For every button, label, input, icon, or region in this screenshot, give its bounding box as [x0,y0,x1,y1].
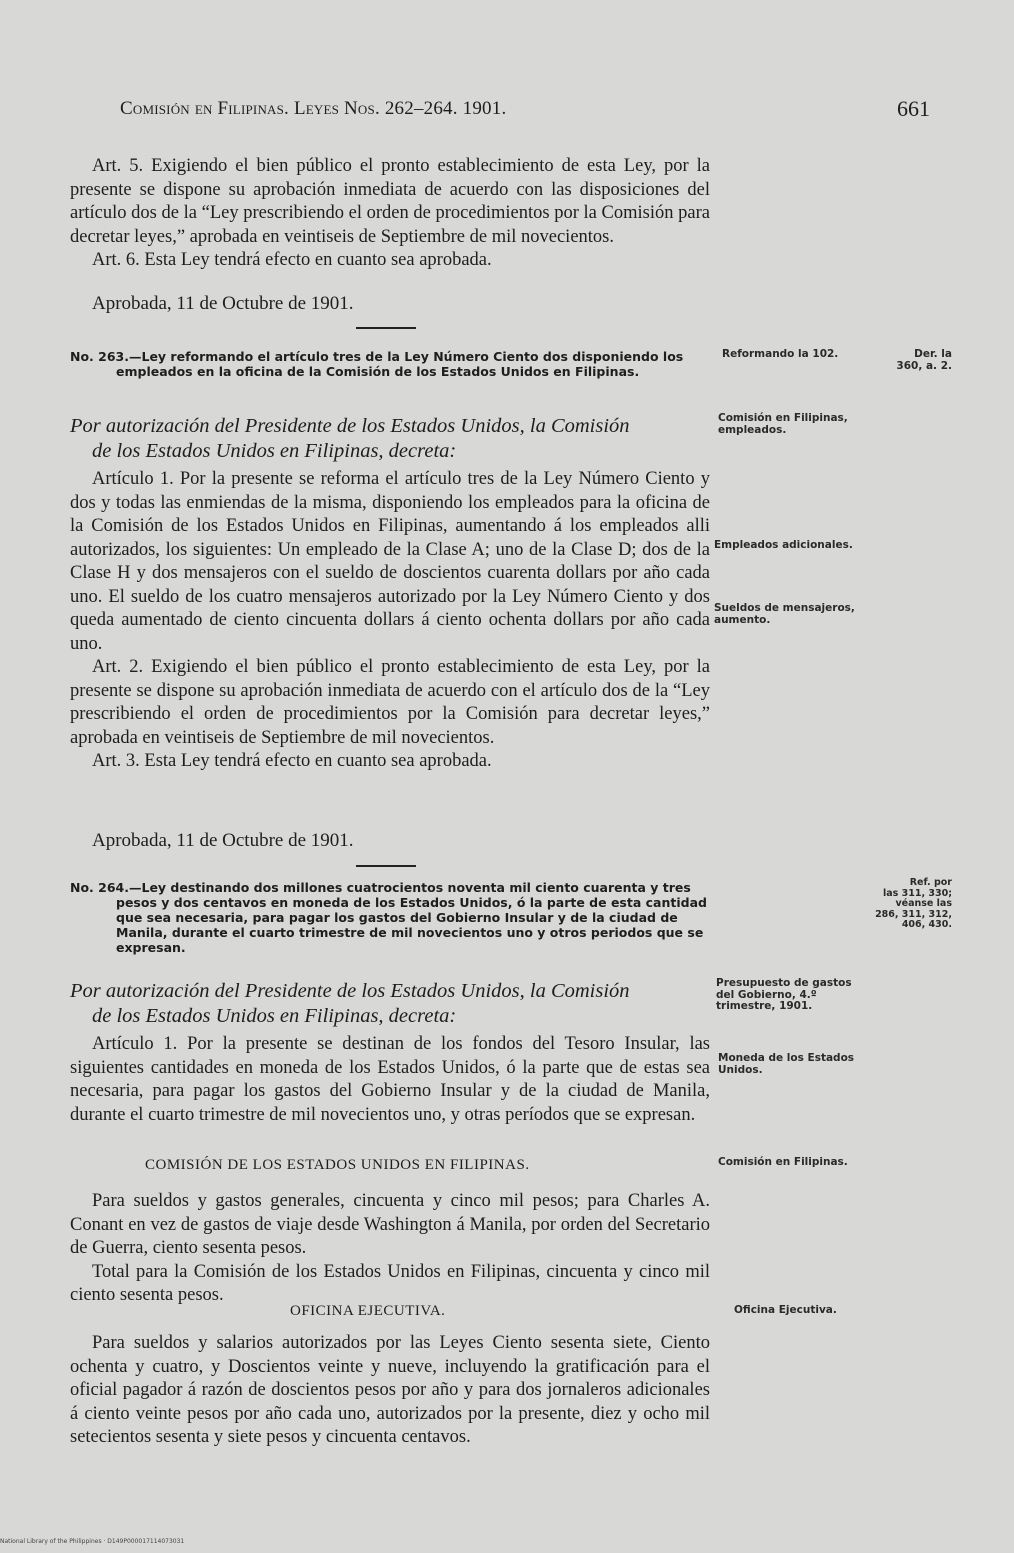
paragraph-total: Total para la Comisión de los Estados Unidos en Filipinas, cincuenta y cinco mil ciento sesenta pesos. [70,1261,710,1305]
margin-note-presupuesto: Presupuesto de gastos del Gobierno, 4.º trimestre, 1901. [716,977,852,1012]
law-264-enacting-clause: Por autorización del Presidente de los Estados Unidos, la Comisión de los Estados Unidos en Filipinas, decreta: [70,980,630,1027]
article-1: Artículo 1. Por la presente se reforma el artículo tres de la Ley Número Ciento y dos y todas las enmiendas de la misma, disponiendo los empleados para la oficina de la Comisión de los Estados Unidos en Filipinas, aumentando á los empleados alli autorizados, los siguientes: Un empleado de la Clase A; uno de la Clase D; dos de la Clase H y dos mensajeros con el sueldo de doscientos cuarenta dollars por año cada uno. El sueldo de los cuatro mensajeros autorizado por la Ley Número Ciento y dos queda aumentado de ciento cincuenta dollars á ciento ochenta dollars por año cada uno. [70,469,710,654]
article-6: Art. 6. Esta Ley tendrá efecto en cuanto sea aprobada. [92,250,492,270]
margin-note-sueldos-mensajeros: Sueldos de mensajeros, aumento. [714,602,855,626]
page-number: 661 [897,96,930,121]
margin-note-empleados-adicionales: Empleados adicionales. [714,539,853,551]
article-1: Artículo 1. Por la presente se destinan de los fondos del Tesoro Insular, las siguientes cantidades en moneda de los Estados Unidos, ó la parte que de estas sea necesaria, para pagar los gastos del Gobierno Insular y de la ciudad de Manila, durante el cuarto trimestre de mil novecientos uno, y otras períodos que se expresan. [70,1034,710,1125]
law-263-body [70,468,710,774]
law-264-commission-paragraphs [70,1190,710,1308]
law-262-end [70,155,710,273]
margin-note-reformando: Reformando la 102. [722,348,839,360]
scan-footer: National Library of the Philippines · D149P000017114073031 [0,1538,185,1545]
paragraph-oficina: Para sueldos y salarios autorizados por las Leyes Ciento sesenta siete, Ciento ochenta y cuatro, y Doscientos veinte y nueve, incluyendo la gratificación para el oficial pagador á razón de doscientos pesos por año y para dos jornaleros adicionales á ciento veinte pesos por año cada uno, autorizados por la presente, diez y ocho mil setecientos sesenta y siete pesos y cincuenta centavos. [70,1333,710,1447]
article-5: Art. 5. Exigiendo el bien público el pronto establecimiento de esta Ley, por la presente se dispone su aprobación inmediata de acuerdo con las disposiciones del artículo dos de la “Ley prescribiendo el orden de procedimientos por la Comisión para decretar leyes,” aprobada en veintiseis de Septiembre de mil novecientos. [70,156,710,247]
section-rule [356,865,416,867]
article-3: Art. 3. Esta Ley tendrá efecto en cuanto sea aprobada. [92,751,492,771]
approval-date-263: Aprobada, 11 de Octubre de 1901. [92,830,354,851]
section-rule [356,327,416,329]
heading-comision: COMISIÓN DE LOS ESTADOS UNIDOS EN FILIPINAS. [145,1157,530,1173]
law-264-title: No. 264.—Ley destinando dos millones cuatrocientos noventa mil ciento cuarenta y tres pesos y dos centavos en moneda de los Estados Unidos, ó la parte de esta cantidad que sea necesaria, para pagar los gastos del Gobierno Insular y de la ciudad de Manila, durante el cuarto trimestre de mil novecientos uno y otros periodos que se expresan. [70,880,707,955]
paragraph-sueldos: Para sueldos y gastos generales, cincuenta y cinco mil pesos; para Charles A. Conant en vez de gastos de viaje desde Washington á Manila, por orden del Secretario de Guerra, ciento sesenta pesos. [70,1191,710,1258]
running-head: Comisión en Filipinas. Leyes Nos. 262–264. 1901. [120,98,507,119]
margin-note-comision-filipinas: Comisión en Filipinas. [718,1156,848,1168]
law-264-oficina-paragraph [70,1332,710,1450]
law-264-article-1 [70,1033,710,1127]
margin-note-derogada: Der. la 360, a. 2. [896,348,952,372]
margin-note-oficina: Oficina Ejecutiva. [734,1304,837,1316]
heading-oficina-ejecutiva: OFICINA EJECUTIVA. [290,1303,446,1319]
margin-note-referencias: Ref. por las 311, 330; véanse las 286, 311, 312, 406, 430. [875,877,952,930]
approval-date: Aprobada, 11 de Octubre de 1901. [92,293,354,314]
article-2: Art. 2. Exigiendo el bien público el pronto establecimiento de esta Ley, por la presente se dispone su aprobación inmediata de acuerdo con el artículo dos de la “Ley prescribiendo el orden de procedimientos por la Comisión para decretar leyes,” aprobada en veintiseis de Septiembre de mil novecientos. [70,657,710,748]
law-263-title: No. 263.—Ley reformando el artículo tres de la Ley Número Ciento dos disponiendo los empleados en la oficina de la Comisión de los Estados Unidos en Filipinas. [70,349,684,379]
margin-note-moneda: Moneda de los Estados Unidos. [718,1052,855,1076]
law-263-enacting-clause: Por autorización del Presidente de los Estados Unidos, la Comisión de los Estados Unidos en Filipinas, decreta: [70,415,630,462]
margin-note-comision-empleados: Comisión en Filipinas, empleados. [718,412,848,436]
